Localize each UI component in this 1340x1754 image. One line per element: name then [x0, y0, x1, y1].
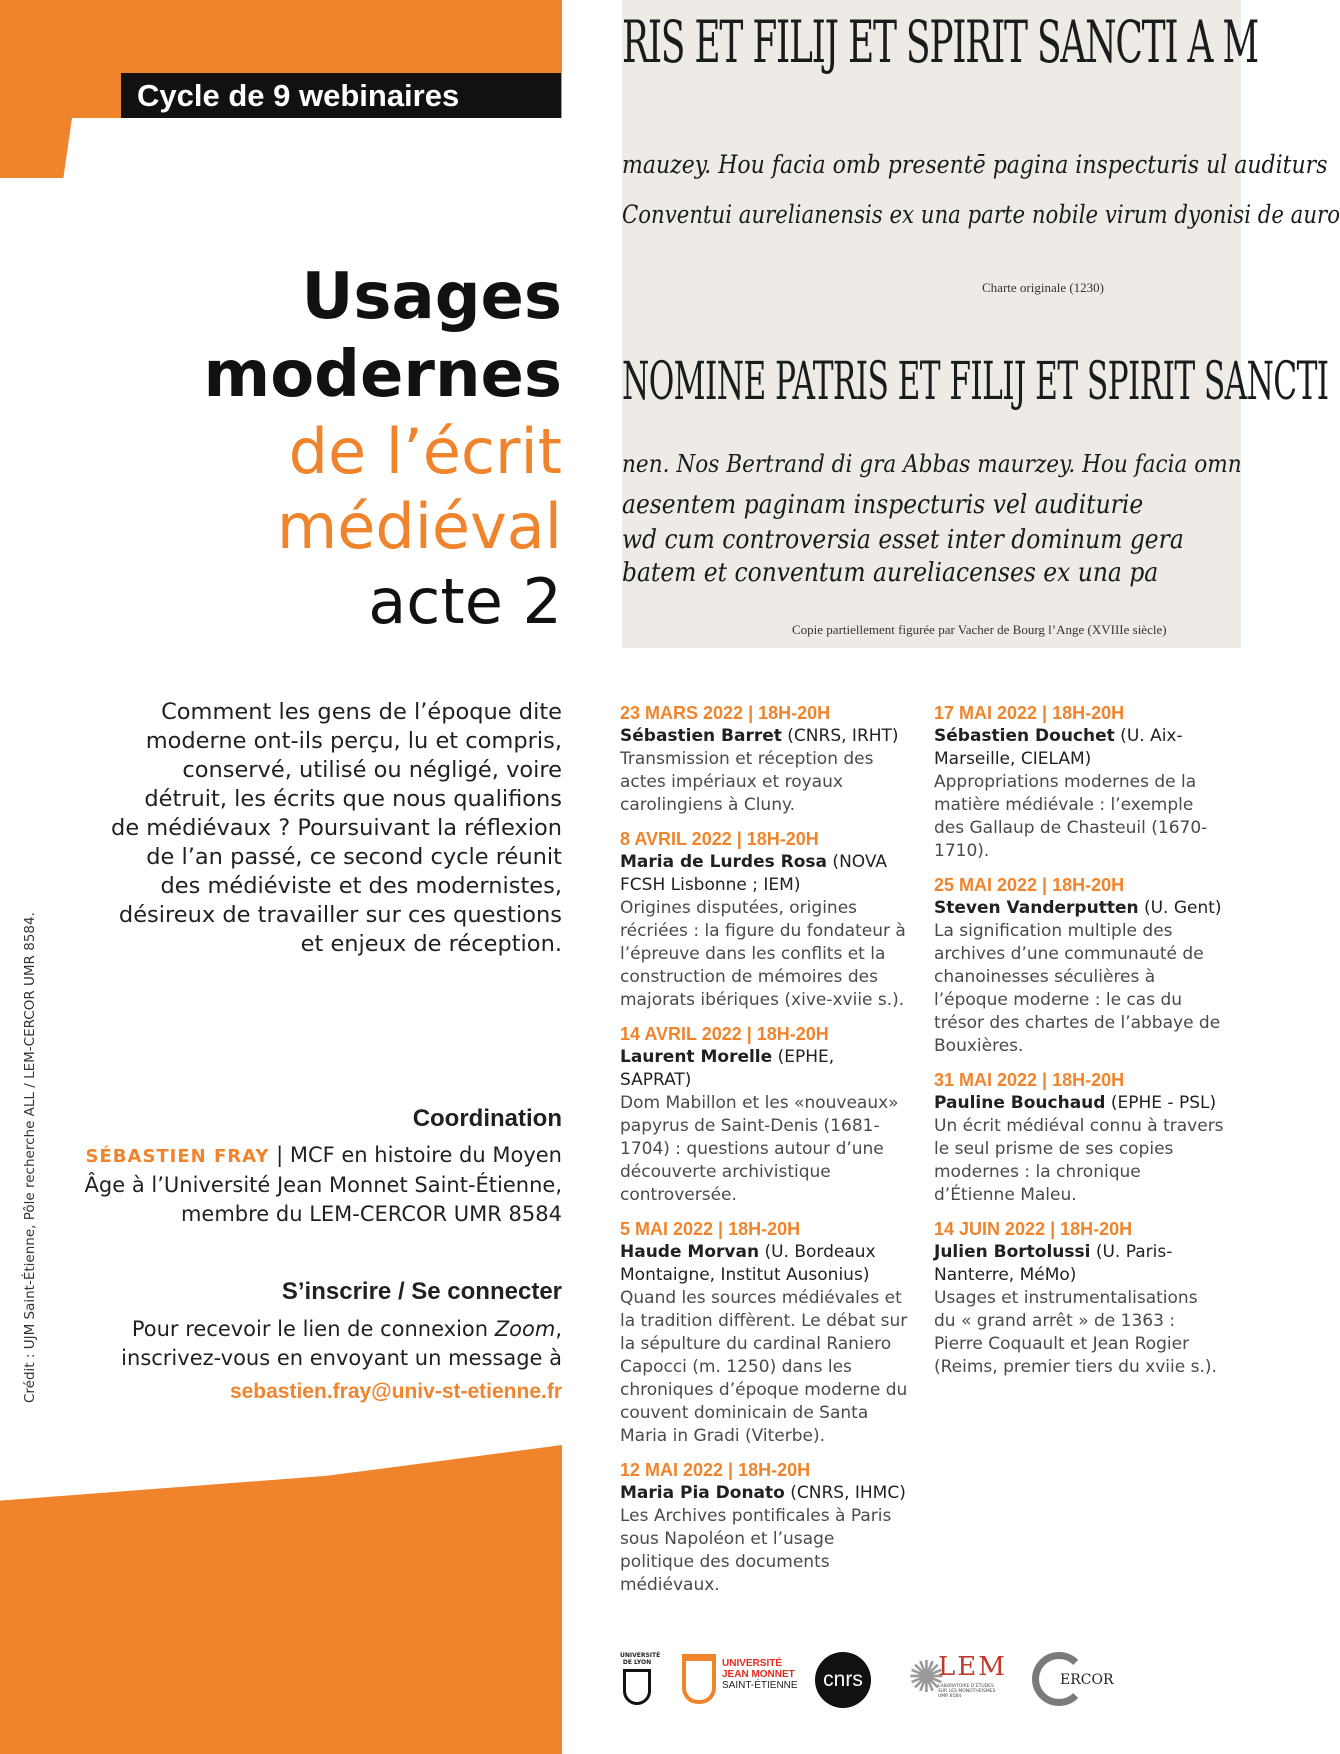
event-speaker-line: [620, 1482, 910, 1505]
orange-band-bottom: [0, 1445, 562, 1754]
cercor-logo-text: ERCOR: [1060, 1672, 1114, 1688]
event-description: La signification multiple des archives d’une communauté de chanoinesses séculières à l’époque moderne : le cas du trésor des chartes de l’abbaye de Bouxières.: [934, 921, 1221, 1056]
program-column-right: [934, 702, 1224, 1390]
lem-logo-text: LEM: [938, 1652, 1007, 1682]
event-speaker: Steven Vanderputten: [934, 898, 1139, 918]
cycle-label: Cycle de 9 webinaires: [121, 73, 561, 118]
inscription-heading: S’inscrire / Se connecter: [281, 1278, 562, 1305]
event-item: [620, 1023, 910, 1207]
event-item: [620, 702, 910, 817]
photo-credit: Crédit : UJM Saint-Étienne, Pôle recherche ALL / LEM-CERCOR UMR 8584.: [22, 912, 38, 1403]
coordination-separator: |: [269, 1143, 290, 1167]
ujm-logo-line-3: SAINT-ÉTIENNE: [722, 1680, 798, 1691]
event-affiliation: (CNRS, IHMC): [784, 1483, 906, 1503]
inscription-text: [100, 1315, 562, 1373]
event-description: Quand les sources médiévales et la tradition diffèrent. Le débat sur la sépulture du cardinal Raniero Capocci (m. 1250) dans les chroniques d’époque moderne du couvent dominicain de Santa Maria in Gradi (Viterbe).: [620, 1288, 908, 1446]
event-speaker-line: [934, 897, 1224, 920]
event-speaker-line: [620, 1241, 910, 1287]
event-date: 23 MARS 2022 | 18H-20H: [620, 703, 831, 723]
ujm-logo-text: [722, 1658, 798, 1691]
title-line-1: Usages: [301, 260, 562, 334]
inscription-text-after: , inscrivez-vous en envoyant un message à: [121, 1317, 562, 1370]
coordination-description: MCF en histoire du Moyen Âge à l’Université Jean Monnet Saint-Étienne, membre du LEM-CERCOR UMR 8584: [84, 1143, 562, 1226]
event-speaker-line: [934, 1241, 1224, 1287]
event-date: 14 JUIN 2022 | 18H-20H: [934, 1219, 1133, 1239]
event-description: Un écrit médiéval connu à travers le seul prisme de ses copies modernes : la chronique d’Étienne Maleu.: [934, 1116, 1224, 1205]
universite-de-lyon-logo: [620, 1652, 661, 1708]
event-description: Dom Mabillon et les «nouveaux» papyrus de Saint-Denis (1681-1704) : questions autour d’une découverte archivistique controversée.: [620, 1093, 899, 1205]
page-title: [120, 258, 562, 639]
title-line-4: médiéval: [276, 490, 562, 563]
event-affiliation: (EPHE, SAPRAT): [620, 1047, 835, 1090]
manuscript-line-7: wd cum controversia esset inter dominum gera: [622, 525, 1184, 555]
event-speaker-line: [934, 725, 1224, 771]
event-date: 5 MAI 2022 | 18H-20H: [620, 1219, 801, 1239]
cnrs-logo: cnrs: [815, 1652, 871, 1708]
event-speaker: Julien Bortolussi: [934, 1242, 1091, 1262]
event-affiliation: (NOVA FCSH Lisbonne ; IEM): [620, 852, 888, 895]
event-speaker: Haude Morvan: [620, 1242, 760, 1262]
ujm-logo: [682, 1654, 798, 1710]
manuscript-line-4: NOMINE PATRIS ET FILIJ ET SPIRIT SANCTI: [622, 352, 1329, 412]
event-affiliation: (EPHE - PSL): [1105, 1093, 1217, 1113]
event-speaker-line: [934, 1092, 1224, 1115]
program-column-left: [620, 702, 910, 1608]
coordinator-name: SÉBASTIEN FRAY: [85, 1146, 270, 1167]
coordination-text: [60, 1141, 562, 1229]
partner-logos: [620, 1640, 1220, 1720]
event-date: 25 MAI 2022 | 18H-20H: [934, 875, 1125, 895]
title-line-5: acte 2: [368, 565, 562, 638]
event-speaker: Sébastien Barret: [620, 726, 782, 746]
title-line-2: modernes: [203, 338, 562, 412]
shield-icon: [623, 1669, 651, 1705]
event-date: 12 MAI 2022 | 18H-20H: [620, 1460, 811, 1480]
orange-band-top-tab: [0, 118, 72, 178]
event-affiliation: (U. Aix-Marseille, CIELAM): [934, 726, 1183, 769]
universite-de-lyon-label: UNIVERSITÉ DE LYON: [620, 1652, 661, 1666]
inscription-text-before: Pour recevoir le lien de connexion: [131, 1317, 495, 1341]
ujm-logo-line-2: JEAN MONNET: [722, 1669, 795, 1680]
event-date: 8 AVRIL 2022 | 18H-20H: [620, 829, 819, 849]
sunburst-icon: ✺: [908, 1652, 945, 1703]
event-item: [620, 828, 910, 1012]
zoom-label: Zoom: [494, 1317, 556, 1341]
event-speaker: Maria Pia Donato: [620, 1483, 785, 1503]
event-date: 31 MAI 2022 | 18H-20H: [934, 1070, 1125, 1090]
event-date: 14 AVRIL 2022 | 18H-20H: [620, 1024, 829, 1044]
manuscript-line-6: aesentem paginam inspecturis vel auditurie: [622, 490, 1144, 520]
event-speaker-line: [620, 1046, 910, 1092]
event-item: [934, 702, 1224, 863]
event-date: 17 MAI 2022 | 18H-20H: [934, 703, 1125, 723]
event-affiliation: (U. Gent): [1138, 898, 1222, 918]
coordination-heading: Coordination: [412, 1105, 562, 1132]
lem-logo: [908, 1652, 1008, 1712]
manuscript-line-5: nen. Nos Bertrand di gra Abbas maurzey. Hou facia omn: [622, 450, 1242, 478]
manuscript-line-8: batem et conventum aureliacenses ex una pa: [622, 558, 1159, 588]
manuscript-line-2: mauzey. Hou facia omb presentē pagina inspecturis ul auditurs: [622, 150, 1328, 179]
ujm-logo-line-1: UNIVERSITÉ: [722, 1658, 783, 1669]
event-speaker: Maria de Lurdes Rosa: [620, 852, 828, 872]
event-description: Transmission et réception des actes impériaux et royaux carolingiens à Cluny.: [620, 749, 874, 815]
title-line-3: de l’écrit: [288, 415, 562, 488]
manuscript-line-1: RIS ET FILIJ ET SPIRIT SANCTI A M: [622, 8, 1259, 76]
event-affiliation: (CNRS, IRHT): [781, 726, 899, 746]
event-speaker-line: [620, 851, 910, 897]
event-item: [620, 1459, 910, 1597]
event-description: Appropriations modernes de la matière médiévale : l’exemple des Gallaup de Chasteuil (1670-1710).: [934, 772, 1208, 861]
caption-copy: Copie partiellement figurée par Vacher de Bourg l’Ange (XVIIIe siècle): [792, 622, 1167, 637]
event-description: Usages et instrumentalisations du « grand arrêt » de 1363 : Pierre Coquault et Jean Rogier (Reims, premier tiers du xviie s.).: [934, 1288, 1217, 1377]
manuscript-image: [622, 0, 1340, 648]
event-description: Les Archives pontificales à Paris sous Napoléon et l’usage politique des documents médiévaux.: [620, 1506, 892, 1595]
event-speaker: Pauline Bouchaud: [934, 1093, 1106, 1113]
manuscript-line-3: Conventui aurelianensis ex una parte nobile virum dyonisi de auro: [622, 200, 1340, 229]
event-speaker: Sébastien Douchet: [934, 726, 1115, 746]
event-speaker: Laurent Morelle: [620, 1047, 773, 1067]
intro-paragraph: Comment les gens de l’époque dite moderne ont-ils perçu, lu et compris, conservé, utilisé ou négligé, voire détruit, les écrits que nous qualifions de médiévaux ? Poursuivant la réflexion de l’an passé, ce second cycle réunit des médiéviste et des modernistes, désireux de travailler sur ces questions et enjeux de réception.: [111, 699, 562, 957]
lem-logo-subtitle: LABORATOIRE D’ÉTUDES SUR LES MONOTHÉISMES UMR 8584: [938, 1684, 996, 1699]
caption-original: Charte originale (1230): [982, 280, 1105, 295]
event-item: [620, 1218, 910, 1448]
event-affiliation: (U. Bordeaux Montaigne, Institut Ausonius): [620, 1242, 876, 1285]
event-speaker-line: [620, 725, 910, 748]
event-description: Origines disputées, origines récriées : la figure du fondateur à l’épreuve dans les conflits et la construction de mémoires des majorats ibériques (xive-xviie s.).: [620, 898, 906, 1010]
event-item: [934, 874, 1224, 1058]
ujm-mark-icon: [682, 1654, 716, 1704]
cercor-logo: [1032, 1652, 1122, 1712]
contact-email-link[interactable]: sebastien.fray@univ-st-etienne.fr: [229, 1380, 562, 1403]
event-affiliation: (U. Paris-Nanterre, MéMo): [934, 1242, 1173, 1285]
event-item: [934, 1218, 1224, 1379]
event-item: [934, 1069, 1224, 1207]
